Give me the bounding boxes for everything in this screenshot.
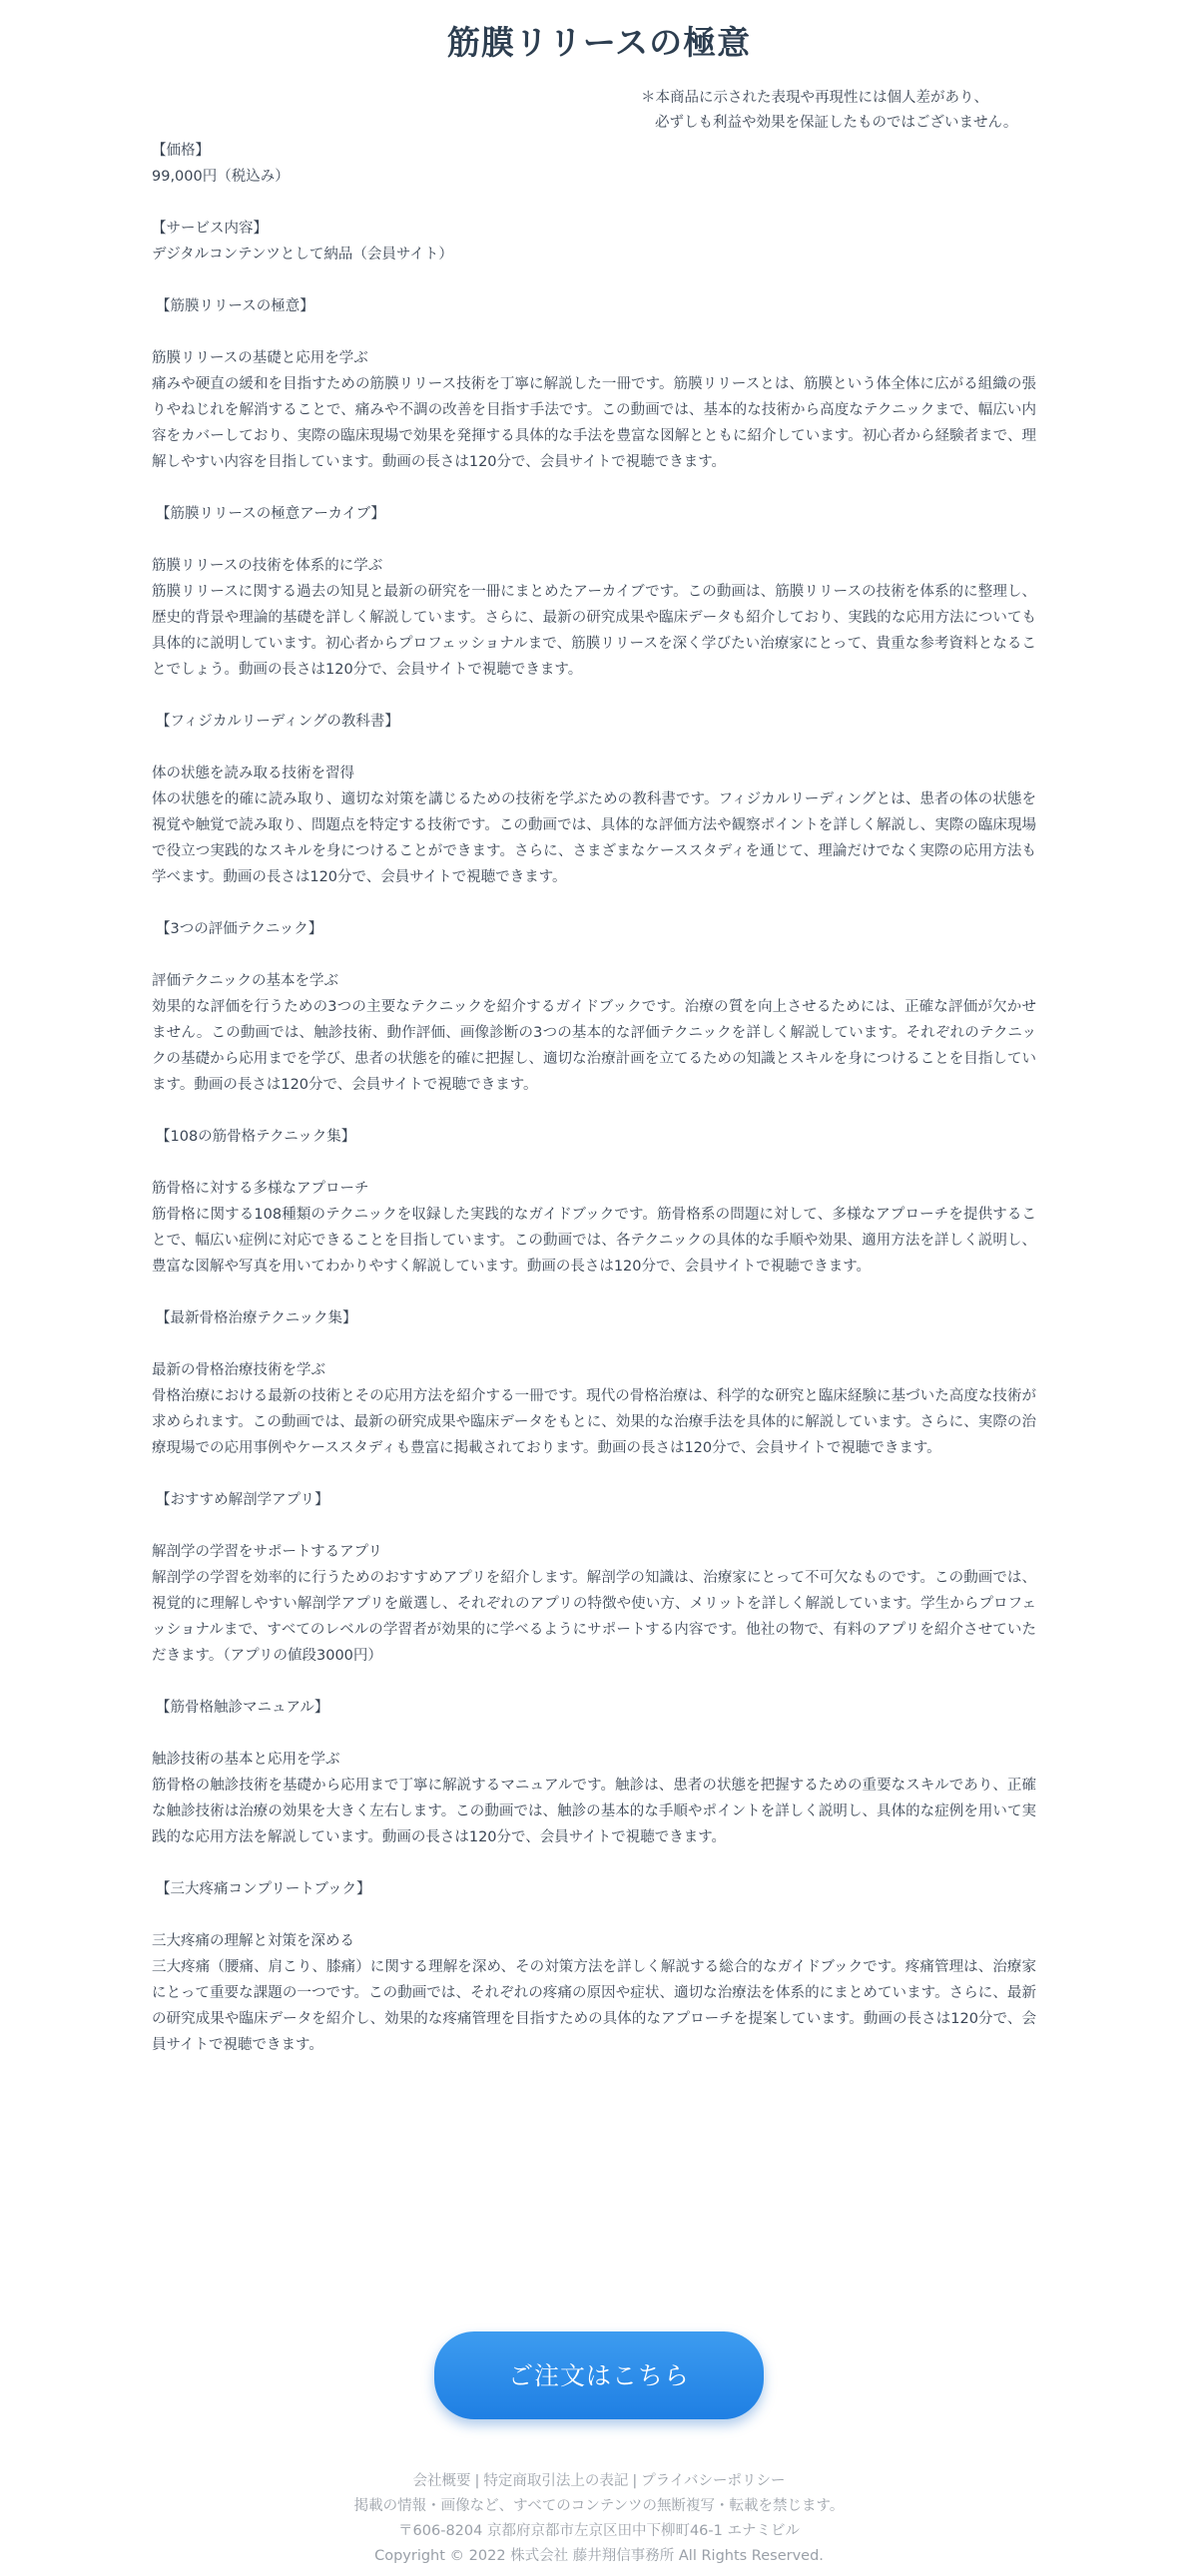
service-value: デジタルコンテンツとして納品（会員サイト）: [152, 247, 453, 262]
section-body: 解剖学の学習を効率的に行うためのおすすめアプリを紹介します。解剖学の知識は、治療家にとって不可欠なものです。この動画では、視覚的に理解しやすい解剖学アプリを厳選し、それぞれのアプリの特徴や使い方、メリットを詳しく解説しています。学生からプロフェッショナルまで、すべてのレベルの学習者が効果的に学べるようにサポートする内容です。他社の物で、有料のアプリを紹介させていただきます。（アプリの値段3000円）: [152, 1570, 1036, 1664]
section-title: 【最新骨格治療テクニック集】: [156, 1310, 357, 1326]
section-subtitle: 体の状態を読み取る技術を習得: [152, 766, 354, 781]
section-title: 【筋膜リリースの極意】: [156, 298, 314, 314]
service-block: [152, 216, 1036, 267]
section-body: 骨格治療における最新の技術とその応用方法を紹介する一冊です。現代の骨格治療は、科学的な研究と臨床経験に基づいた高度な技術が求められます。この動画では、最新の研究成果や臨床データをもとに、効果的な治療手法を具体的に解説しています。さらに、実際の治療現場での応用事例やケーススタディも豊富に掲載されております。動画の長さは120分で、会員サイトで視聴できます。: [152, 1388, 1036, 1456]
section-subtitle: 三大疼痛の理解と対策を深める: [152, 1933, 354, 1949]
disclaimer: [641, 86, 1080, 136]
section-body: 三大疼痛（腰痛、肩こり、膝痛）に関する理解を深め、その対策方法を詳しく解説する総合的なガイドブックです。疼痛管理は、治療家にとって重要な課題の一つです。この動画では、それぞれの疼痛の原因や症状、適切な治療法を体系的にまとめています。さらに、最新の研究成果や臨床データを紹介し、効果的な疼痛管理を目指すための具体的なアプローチを提案しています。動画の長さは120分で、会員サイトで視聴できます。: [152, 1959, 1036, 2053]
footer-copyright: Copyright © 2022 株式会社 藤井翔信事務所 All Rights Reserved.: [374, 2548, 824, 2564]
disclaimer-line-1: ＊本商品に示された表現や再現性には個人差があり、: [641, 90, 988, 106]
content-section: [152, 501, 1036, 683]
product-description: [152, 138, 1036, 2084]
service-label: 【サービス内容】: [152, 221, 268, 237]
footer-link-privacy[interactable]: プライバシーポリシー: [641, 2473, 786, 2489]
footer-copyright-notice: 掲載の情報・画像など、すべてのコンテンツの無断複写・転載を禁じます。: [353, 2498, 845, 2514]
content-section: [152, 1487, 1036, 1669]
footer-link-tokushoho[interactable]: 特定商取引法上の表記: [483, 2473, 629, 2489]
section-body: 筋骨格の触診技術を基礎から応用まで丁寧に解説するマニュアルです。触診は、患者の状態を把握するための重要なスキルであり、正確な触診技術は治療の効果を大きく左右します。この動画では、触診の基本的な手順やポイントを詳しく説明し、具体的な症例を用いて実践的な応用方法を解説しています。動画の長さは120分で、会員サイトで視聴できます。: [152, 1778, 1036, 1845]
content-section: [152, 1695, 1036, 1850]
price-block: [152, 138, 1036, 190]
footer-link-company[interactable]: 会社概要: [412, 2473, 471, 2489]
section-subtitle: 評価テクニックの基本を学ぶ: [152, 973, 339, 989]
content-section: [152, 293, 1036, 475]
content-section: [152, 916, 1036, 1098]
content-section: [152, 709, 1036, 890]
content-section: [152, 1305, 1036, 1461]
section-subtitle: 最新の骨格治療技術を学ぶ: [152, 1362, 325, 1378]
section-title: 【3つの評価テクニック】: [156, 921, 323, 937]
section-body: 痛みや硬直の緩和を目指すための筋膜リリース技術を丁寧に解説した一冊です。筋膜リリースとは、筋膜という体全体に広がる組織の張りやねじれを解消することで、痛みや不調の改善を目指す手法です。この動画では、基本的な技術から高度なテクニックまで、幅広い内容をカバーしており、実際の臨床現場で効果を発揮する具体的な手法を豊富な図解とともに紹介しています。初心者から経験者まで、理解しやすい内容を目指しています。動画の長さは120分で、会員サイトで視聴できます。: [152, 376, 1036, 470]
section-body: 効果的な評価を行うための3つの主要なテクニックを紹介するガイドブックです。治療の質を向上させるためには、正確な評価が欠かせません。この動画では、触診技術、動作評価、画像診断の3つの基本的な評価テクニックを詳しく解説しています。それぞれのテクニックの基礎から応用までを学び、患者の状態を的確に把握し、適切な治療計画を立てるための知識とスキルを身につけることを目指しています。動画の長さは120分で、会員サイトで視聴できます。: [152, 999, 1036, 1093]
section-subtitle: 筋膜リリースの技術を体系的に学ぶ: [152, 558, 383, 574]
section-body: 体の状態を的確に読み取り、適切な対策を講じるための技術を学ぶための教科書です。フィジカルリーディングとは、患者の体の状態を視覚や触覚で読み取り、問題点を特定する技術です。この動画では、具体的な評価方法や観察ポイントを詳しく解説し、実際の臨床現場で役立つ実践的なスキルを身につけることができます。さらに、さまざまなケーススタディを通じて、理論だけでなく実際の応用方法も学べます。動画の長さは120分で、会員サイトで視聴できます。: [152, 791, 1036, 885]
disclaimer-line-2: 必ずしも利益や効果を保証したものではございません。: [655, 115, 1018, 131]
section-title: 【筋骨格触診マニュアル】: [156, 1700, 329, 1716]
footer-separator: |: [474, 2473, 480, 2489]
page-title: 筋膜リリースの極意: [446, 23, 752, 62]
section-title: 【筋膜リリースの極意アーカイブ】: [156, 506, 385, 522]
section-title: 【三大疼痛コンプリートブック】: [156, 1881, 371, 1897]
section-body: 筋膜リリースに関する過去の知見と最新の研究を一冊にまとめたアーカイブです。この動画は、筋膜リリースの技術を体系的に整理し、歴史的背景や理論的基礎を詳しく解説しています。さらに、最新の研究成果や臨床データも紹介しており、実践的な応用方法についても具体的に説明しています。初心者からプロフェッショナルまで、筋膜リリースを深く学びたい治療家にとって、貴重な参考資料となることでしょう。動画の長さは120分で、会員サイトで視聴できます。: [152, 584, 1036, 678]
content-section: [152, 1124, 1036, 1280]
section-subtitle: 筋膜リリースの基礎と応用を学ぶ: [152, 350, 368, 366]
section-subtitle: 解剖学の学習をサポートするアプリ: [152, 1544, 382, 1560]
price-label: 【価格】: [152, 143, 210, 159]
section-title: 【フィジカルリーディングの教科書】: [156, 714, 399, 730]
section-title: 【おすすめ解剖学アプリ】: [156, 1492, 329, 1508]
price-value: 99,000円（税込み）: [152, 169, 290, 185]
section-body: 筋骨格に関する108種類のテクニックを収録した実践的なガイドブックです。筋骨格系の問題に対して、多様なアプローチを提供することで、幅広い症例に対応できることを目指しています。この動画では、各テクニックの具体的な手順や効果、適用方法を詳しく説明し、豊富な図解や写真を用いてわかりやすく解説しています。動画の長さは120分で、会員サイトで視聴できます。: [152, 1207, 1036, 1275]
section-subtitle: 筋骨格に対する多様なアプローチ: [152, 1181, 369, 1197]
section-title: 【108の筋骨格テクニック集】: [156, 1129, 356, 1145]
footer-separator: |: [632, 2473, 638, 2489]
footer-links: [0, 2469, 1198, 2494]
section-subtitle: 触診技術の基本と応用を学ぶ: [152, 1752, 340, 1768]
order-button[interactable]: ご注文はこちら: [434, 2331, 764, 2419]
footer-address: 〒606-8204 京都府京都市左京区田中下柳町46-1 エナミビル: [398, 2523, 800, 2539]
order-area: [0, 2331, 1198, 2419]
content-section: [152, 1876, 1036, 2058]
footer: [0, 2469, 1198, 2569]
